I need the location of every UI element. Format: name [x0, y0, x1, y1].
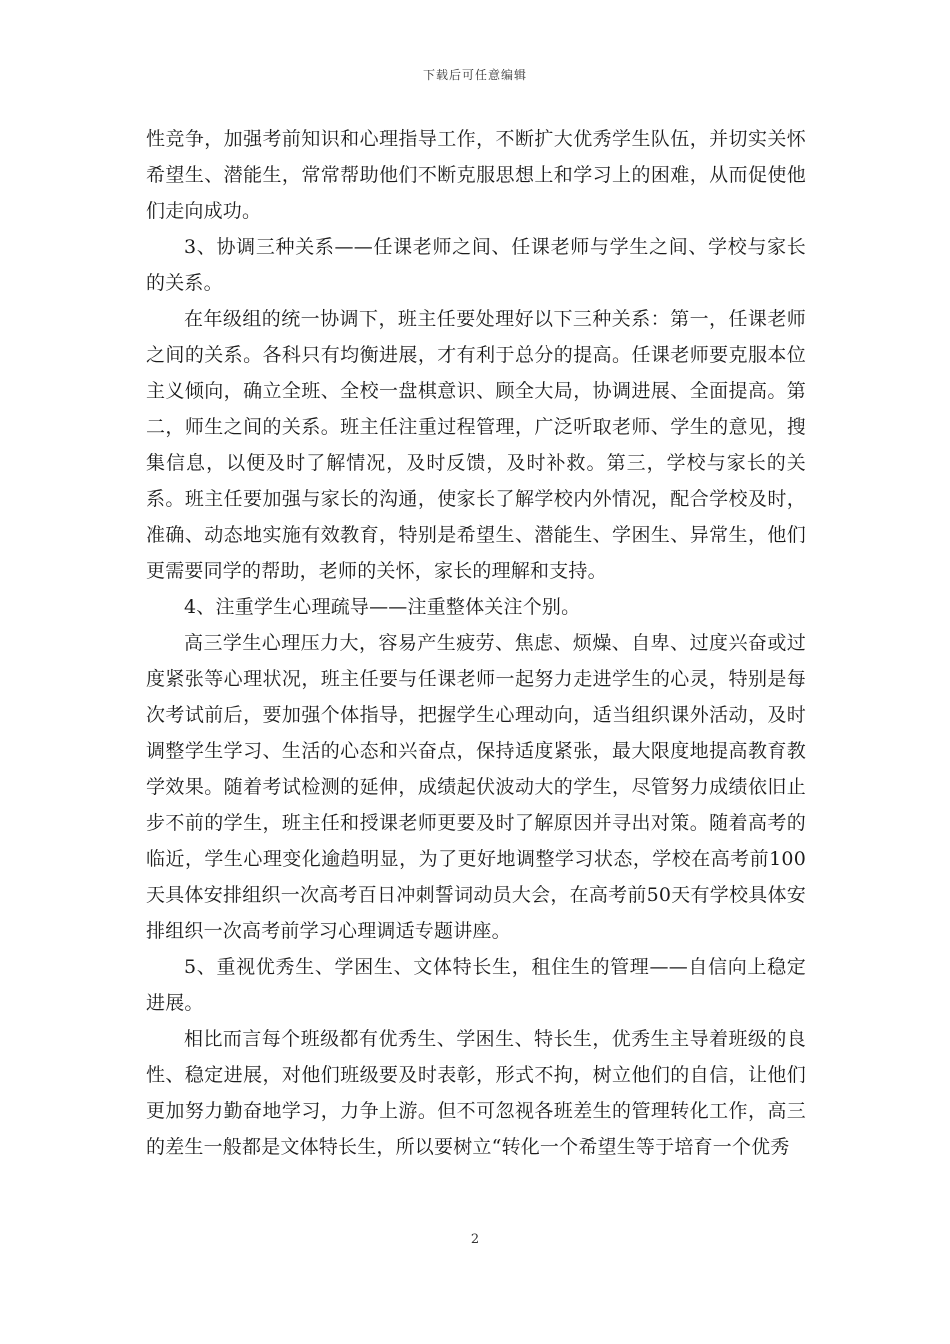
- paragraph-heading-4: 4、注重学生心理疏导——注重整体关注个别。: [184, 596, 581, 618]
- paragraph-continuation: 性竞争，加强考前知识和心理指导工作，不断扩大优秀学生队伍，并切实关怀希望生、潜能生，常常帮助他们不断克服思想上和学习上的困难，从而促使他们走向成功。: [146, 128, 806, 222]
- paragraph-three-relations: 在年级组的统一协调下，班主任要处理好以下三种关系：第一，任课老师之间的关系。各科只有均衡进展，才有利于总分的提高。任课老师要克服本位主义倾向，确立全班、全校一盘棋意识、顾全大局，协调进展、全面提高。第二，师生之间的关系。班主任注重过程管理，广泛听取老师、学生的意见，搜集信息，以便及时了解情况，及时反馈，及时补救。第三，学校与家长的关系。班主任要加强与家长的沟通，使家长了解学校内外情况，配合学校及时，准确、动态地实施有效教育，特别是希望生、潜能生、学困生、异常生，他们更需要同学的帮助，老师的关怀，家长的理解和支持。: [146, 308, 806, 582]
- paragraph-heading-3: 3、协调三种关系——任课老师之间、任课老师与学生之间、学校与家长的关系。: [146, 236, 806, 294]
- header-note: 下载后可任意编辑: [422, 68, 527, 82]
- paragraph-heading-5: 5、重视优秀生、学困生、文体特长生，租住生的管理——自信向上稳定进展。: [146, 956, 806, 1014]
- page-number: 2: [470, 1232, 480, 1247]
- document-body: [146, 121, 806, 1165]
- paragraph-psychology: 高三学生心理压力大，容易产生疲劳、焦虑、烦燥、自卑、过度兴奋或过度紧张等心理状况，班主任要与任课老师一起努力走进学生的心灵，特别是每次考试前后，要加强个体指导，把握学生心理动向，适当组织课外活动，及时调整学生学习、生活的心态和兴奋点，保持适度紧张，最大限度地提高教育教学效果。随着考试检测的延伸，成绩起伏波动大的学生，尽管努力成绩依旧止步不前的学生，班主任和授课老师更要及时了解原因并寻出对策。随着高考的临近，学生心理变化逾趋明显，为了更好地调整学习状态，学校在高考前100天具体安排组织一次高考百日冲刺誓词动员大会，在高考前50天有学校具体安排组织一次高考前学习心理调适专题讲座。: [146, 632, 806, 942]
- paragraph-student-management: 相比而言每个班级都有优秀生、学困生、特长生，优秀生主导着班级的良性、稳定进展，对他们班级要及时表彰，形式不拘，树立他们的自信，让他们更加努力勤奋地学习，力争上游。但不可忽视各班差生的管理转化工作，高三的差生一般都是文体特长生，所以要树立“转化一个希望生等于培育一个优秀: [146, 1028, 806, 1158]
